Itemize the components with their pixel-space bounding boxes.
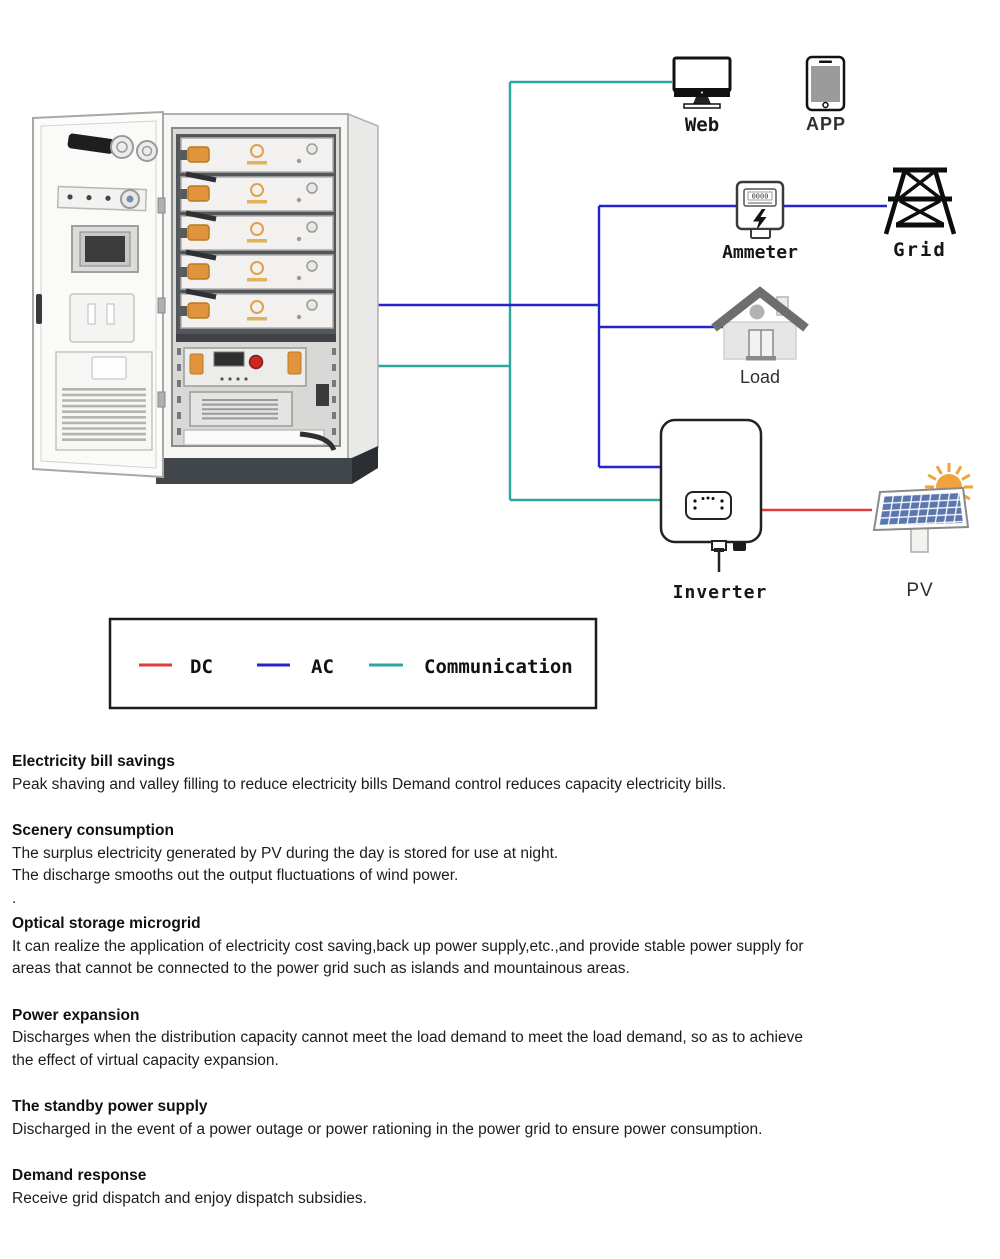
section-heading: Demand response [12, 1167, 147, 1184]
pv-icon [874, 463, 973, 552]
app-label: APP [805, 114, 847, 134]
cabinet-door [33, 112, 165, 477]
section-line: Peak shaving and valley filling to reduce electricity bills Demand control reduces capacity electricity bills. [12, 775, 727, 793]
legend [110, 619, 596, 708]
section-line: It can realize the application of electricity cost saving,back up power supply,etc.,and provide stable power supply for [12, 937, 804, 955]
section-scenery-consumption [12, 820, 990, 910]
web-icon [674, 58, 730, 108]
legend-label-ac: AC [311, 656, 334, 678]
pv-label: PV [906, 580, 934, 601]
section-line: the effect of virtual capacity expansion. [12, 1051, 279, 1069]
section-line: Discharges when the distribution capacity cannot meet the load demand to meet the load demand, so as to achieve [12, 1029, 803, 1046]
door-vent [56, 352, 152, 450]
section-heading: Power expansion [12, 1006, 140, 1024]
grid-icon [886, 170, 954, 234]
feature-sections [12, 751, 990, 1234]
section-standby-power-supply [12, 1096, 990, 1141]
section-line: The discharge smooths out the output fluctuations of wind power. [12, 867, 459, 884]
section-line: Discharged in the event of a power outage or power rationing in the power grid to ensure power consumption. [12, 1120, 763, 1138]
inverter-label: Inverter [672, 582, 768, 603]
section-heading: Optical storage microgrid [12, 915, 201, 932]
battery-modules [179, 138, 333, 328]
load-icon [714, 292, 806, 361]
section-line: Receive grid dispatch and enjoy dispatch subsidies. [12, 1189, 367, 1207]
cabinet-side-panel [348, 114, 378, 460]
load-label: Load [739, 367, 781, 387]
inverter-icon [661, 420, 761, 572]
section-line: . [12, 889, 17, 907]
legend-label-dc: DC [190, 656, 213, 678]
battery-cabinet-illustration [33, 112, 378, 484]
section-power-expansion [12, 1005, 990, 1073]
section-line: The surplus electricity generated by PV during the day is stored for use at night. [12, 844, 559, 862]
ammeter-reading: 0000 [751, 192, 769, 201]
communication-line [378, 82, 672, 500]
ammeter-label: Ammeter [722, 242, 798, 263]
connection-lines [378, 82, 887, 510]
section-heading: Electricity bill savings [12, 753, 175, 770]
section-line: areas that cannot be connected to the power grid such as islands and mountainous areas. [12, 960, 630, 977]
section-electricity-bill-savings [12, 751, 990, 796]
section-heading: The standby power supply [12, 1098, 208, 1115]
ammeter-icon [737, 182, 783, 238]
door-display [72, 226, 138, 272]
door-handle [36, 294, 42, 324]
legend-label-communication: Communication [424, 656, 573, 678]
section-heading: Scenery consumption [12, 822, 174, 839]
web-label: Web [684, 114, 720, 136]
section-demand-response [12, 1165, 990, 1210]
cabinet-base [156, 458, 352, 484]
app-icon [807, 57, 844, 110]
section-optical-storage-microgrid [12, 913, 990, 981]
ac-line [378, 206, 887, 467]
grid-label: Grid [893, 239, 947, 261]
